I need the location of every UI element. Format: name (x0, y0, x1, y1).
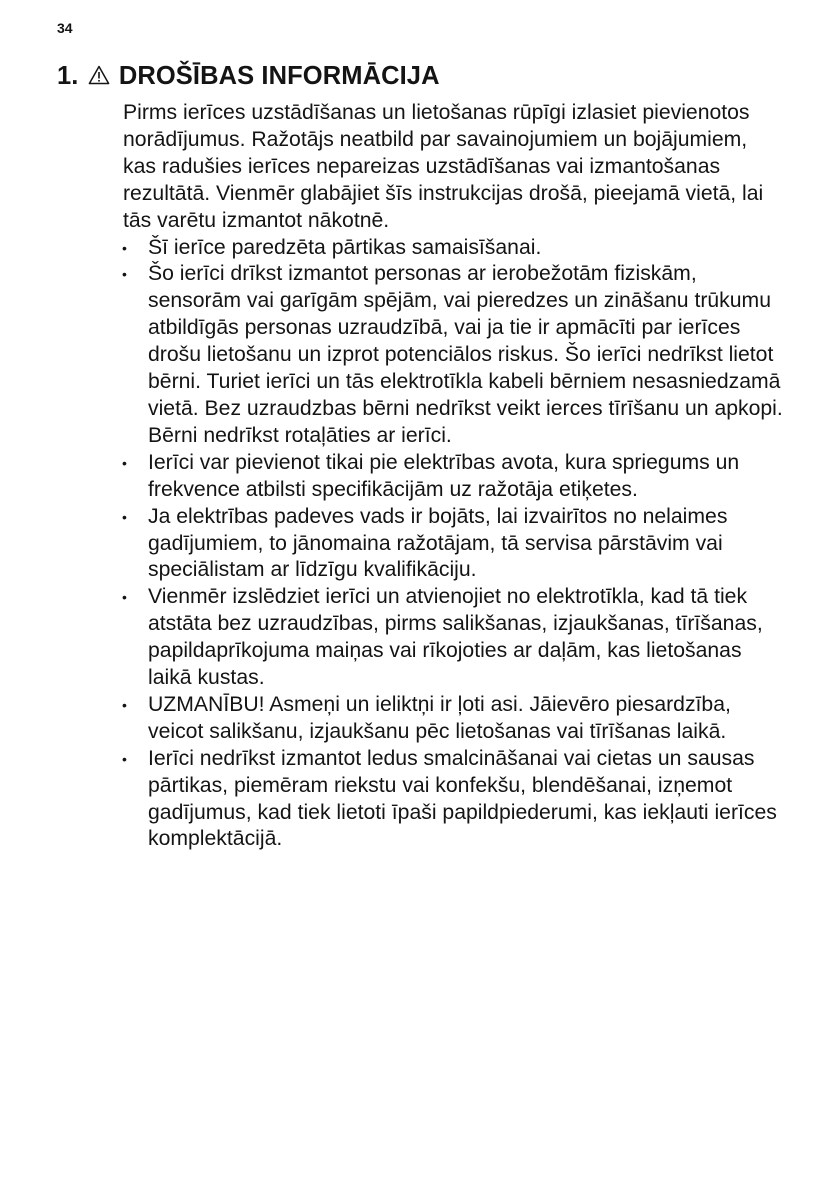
warning-triangle-icon (88, 61, 110, 81)
section-title: DROŠĪBAS INFORMĀCIJA (118, 62, 440, 90)
list-item: • Šo ierīci drīkst izmantot personas ar ierobežotām fiziskām, sensorām vai garīgām spējām, vai pieredzes un zināšanu trūkumu atbildīgās personas uzraudzībā, vai ja tie ir apmācīti par ierīces drošu lietošanu un izprot potenciālos riskus. Šo ierīci nedrīkst lietot bērni. Turiet ierīci un tās elektrotīkla kabeli bērniem nesasniedzamā vietā. Bez uzraudzbas bērni nedrīkst veikt ierces tīrīšanu un apkopi. Bērni nedrīkst rotaļāties ar ierīci. (123, 261, 783, 449)
list-item: • Vienmēr izslēdziet ierīci un atvienojiet no elektrotīkla, kad tā tiek atstāta bez uzraudzības, pirms salikšanas, izjaukšanas, tīrīšanas, papildaprīkojuma maiņas vai rīkojoties ar daļām, kas lietošanas laikā kustas. (123, 584, 783, 692)
safety-bullet-list (123, 235, 783, 854)
section-heading (57, 60, 440, 92)
list-item: • Ierīci var pievienot tikai pie elektrības avota, kura spriegums un frekvence atbilsti specifikācijām uz ražotāja etiķetes. (123, 450, 783, 504)
section-number: 1. (57, 62, 79, 90)
list-item: • Ierīci nedrīkst izmantot ledus smalcināšanai vai cietas un sausas pārtikas, piemēram riekstu vai konfekšu, blendēšanai, izņemot gadījumus, kad tiek lietoti īpaši papildpiederumi, kas iekļauti ierīces komplektācijā. (123, 746, 783, 854)
section-content (123, 100, 783, 853)
list-item: • Ja elektrības padeves vads ir bojāts, lai izvairītos no nelaimes gadījumiem, to jānomaina ražotājam, tā servisa pārstāvim vai speciālistam ar līdzīgu kvalifikāciju. (123, 504, 783, 585)
list-item: • UZMANĪBU! Asmeņi un ieliktņi ir ļoti asi. Jāievēro piesardzība, veicot salikšanu, izjaukšanu pēc lietošanas vai tīrīšanas laikā. (123, 692, 783, 746)
intro-paragraph: Pirms ierīces uzstādīšanas un lietošanas rūpīgi izlasiet pievienotos norādījumus. Ražotājs neatbild par savainojumiem un bojājumiem, kas radušies ierīces nepareizas uzstādīšanas vai izmantošanas rezultātā. Vienmēr glabājiet šīs instrukcijas drošā, pieejamā vietā, lai tās varētu izmantot nākotnē. (123, 101, 764, 232)
list-item: • Šī ierīce paredzēta pārtikas samaisīšanai. (123, 235, 783, 262)
page-number: 34 (57, 20, 73, 36)
